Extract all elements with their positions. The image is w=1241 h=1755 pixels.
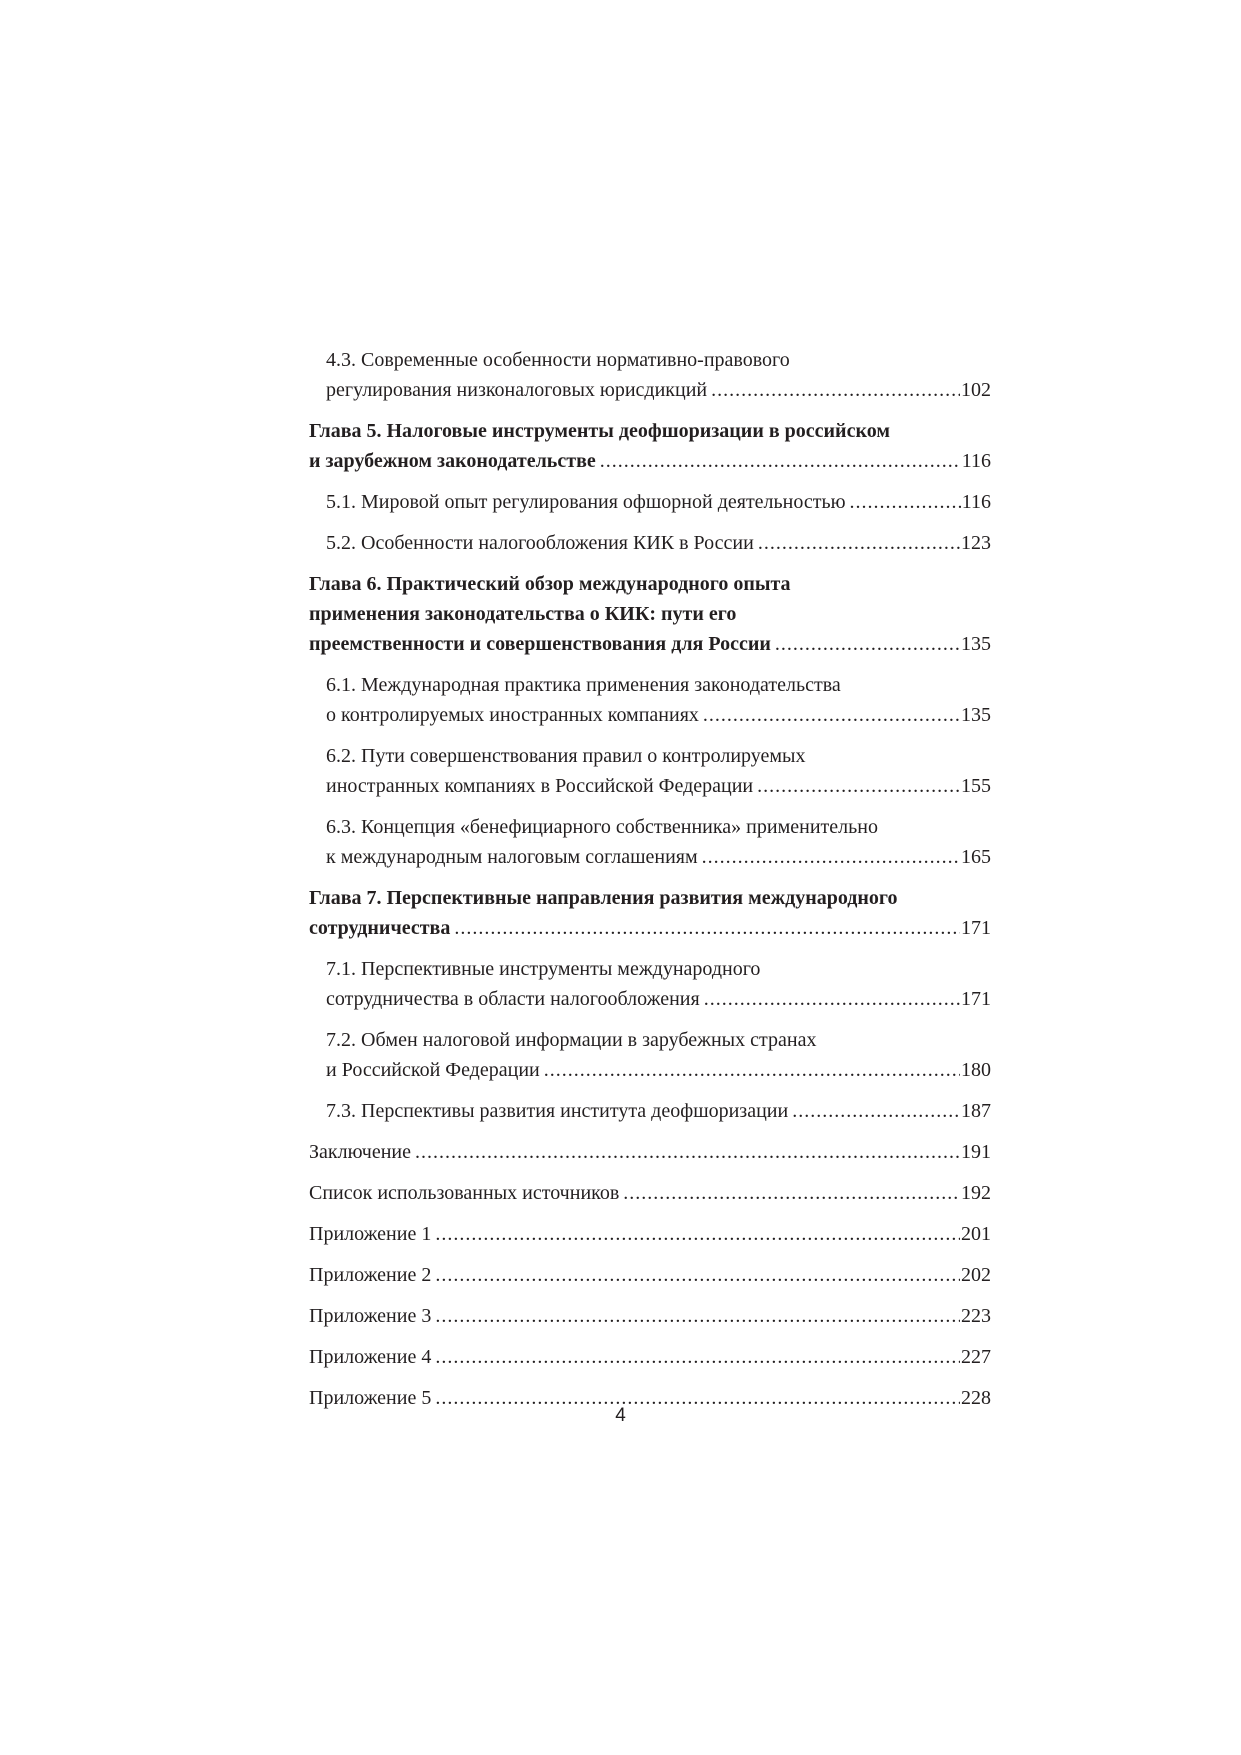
- toc-entry-last-line: [309, 1301, 991, 1331]
- toc-entry-line: Глава 6. Практический обзор международного опыта: [309, 573, 791, 595]
- toc-entry: [309, 1025, 991, 1085]
- toc-entry: [309, 528, 991, 558]
- toc-page-number: 223: [961, 1305, 991, 1327]
- toc-entry-last-line: [309, 446, 991, 476]
- toc-entry: [309, 741, 991, 801]
- toc-page-number: 116: [961, 450, 991, 472]
- toc-entry-text: к международным налоговым соглашениям: [326, 846, 698, 868]
- toc-entry: [309, 345, 991, 405]
- dot-leader: [435, 1260, 960, 1290]
- toc-page-number: 155: [961, 775, 991, 797]
- toc-page-number: 171: [961, 917, 991, 939]
- toc-entry-last-line: [309, 1342, 991, 1372]
- toc-entry-line: применения законодательства о КИК: пути его: [309, 603, 737, 625]
- dot-leader: [623, 1178, 960, 1208]
- dot-leader: [415, 1137, 960, 1167]
- toc-page-number: 165: [961, 846, 991, 868]
- toc-page-number: 180: [961, 1059, 991, 1081]
- toc-entry: [309, 1301, 991, 1331]
- dot-leader: [435, 1219, 960, 1249]
- toc-page-number: 192: [961, 1182, 991, 1204]
- dot-leader: [704, 984, 960, 1014]
- toc-entry-last-line: [326, 984, 991, 1014]
- toc-entry-text: 5.1. Мировой опыт регулирования офшорной деятельностью: [326, 491, 846, 513]
- toc-chapter: [309, 416, 991, 476]
- dot-leader: [850, 487, 961, 517]
- page-number: 4: [615, 1405, 626, 1426]
- toc-entry-last-line: [326, 1096, 991, 1126]
- toc-page-number: 135: [961, 704, 991, 726]
- toc-entry-text: Приложение 2: [309, 1264, 432, 1286]
- toc-entry-last-line: [309, 1260, 991, 1290]
- dot-leader: [600, 446, 961, 476]
- toc-entry: [309, 1342, 991, 1372]
- toc-entry-last-line: [309, 1178, 991, 1208]
- toc-entry-line: 6.2. Пути совершенствования правил о контролируемых: [326, 745, 806, 767]
- toc-page-number: 102: [961, 379, 991, 401]
- toc-entry: [309, 1219, 991, 1249]
- toc-entry-last-line: [309, 629, 991, 659]
- toc-entry-text: Приложение 5: [309, 1387, 432, 1409]
- toc-entry-text: Приложение 3: [309, 1305, 432, 1327]
- toc-entry: [309, 954, 991, 1014]
- toc-entry: [309, 1096, 991, 1126]
- toc-entry-line: 6.1. Международная практика применения законодательства: [326, 674, 841, 696]
- dot-leader: [757, 771, 960, 801]
- toc-page-number: 171: [961, 988, 991, 1010]
- toc-entry-last-line: [326, 1055, 991, 1085]
- dot-leader: [544, 1055, 960, 1085]
- toc-entry-last-line: [326, 771, 991, 801]
- dot-leader: [792, 1096, 960, 1126]
- toc-entry-text: о контролируемых иностранных компаниях: [326, 704, 699, 726]
- toc-entry-text: сотрудничества: [309, 917, 451, 939]
- toc-entry-text: иностранных компаниях в Российской Федерации: [326, 775, 754, 797]
- toc-entry-text: 7.3. Перспективы развития института деофшоризации: [326, 1100, 789, 1122]
- toc-entry-last-line: [309, 913, 991, 943]
- toc-entry: [309, 487, 991, 517]
- toc-page-number: 191: [961, 1141, 991, 1163]
- toc-page-number: 116: [961, 491, 991, 513]
- dot-leader: [454, 913, 960, 943]
- toc-entry-text: сотрудничества в области налогообложения: [326, 988, 700, 1010]
- toc-entry-text: Список использованных источников: [309, 1182, 620, 1204]
- toc-entry: [309, 1137, 991, 1167]
- dot-leader: [775, 629, 960, 659]
- toc-entry-text: Приложение 1: [309, 1223, 432, 1245]
- toc-page-number: 227: [961, 1346, 991, 1368]
- toc-entry-text: Заключение: [309, 1141, 411, 1163]
- toc-entry-text: и Российской Федерации: [326, 1059, 540, 1081]
- toc-entry-line: 6.3. Концепция «бенефициарного собственника» применительно: [326, 816, 878, 838]
- toc-page-number: 202: [961, 1264, 991, 1286]
- toc-entry-text: преемственности и совершенствования для России: [309, 633, 771, 655]
- toc-page-number: 123: [961, 532, 991, 554]
- toc-entry-last-line: [309, 1219, 991, 1249]
- toc-entry-last-line: [326, 842, 991, 872]
- dot-leader: [435, 1301, 960, 1331]
- toc-entry-text: Приложение 4: [309, 1346, 432, 1368]
- toc-entry-line: 7.2. Обмен налоговой информации в зарубежных странах: [326, 1029, 817, 1051]
- dot-leader: [435, 1342, 960, 1372]
- toc-page-number: 201: [961, 1223, 991, 1245]
- toc-chapter: [309, 569, 991, 659]
- toc-page-number: 187: [961, 1100, 991, 1122]
- toc-entry-line: Глава 7. Перспективные направления развития международного: [309, 887, 898, 909]
- dot-leader: [702, 842, 960, 872]
- toc-entry-line: 4.3. Современные особенности нормативно-правового: [326, 349, 790, 371]
- dot-leader: [703, 700, 960, 730]
- toc-entry-last-line: [326, 528, 991, 558]
- toc-page-number: 228: [961, 1387, 991, 1409]
- toc-entry: [309, 812, 991, 872]
- table-of-contents: [309, 345, 991, 1424]
- toc-entry-last-line: [309, 1137, 991, 1167]
- dot-leader: [711, 375, 960, 405]
- toc-entry: [309, 1178, 991, 1208]
- toc-chapter: [309, 883, 991, 943]
- toc-entry-last-line: [326, 375, 991, 405]
- toc-entry-text: 5.2. Особенности налогообложения КИК в России: [326, 532, 754, 554]
- toc-entry-line: 7.1. Перспективные инструменты международного: [326, 958, 761, 980]
- toc-entry: [309, 1260, 991, 1290]
- toc-page-number: 135: [961, 633, 991, 655]
- toc-entry-text: и зарубежном законодательстве: [309, 450, 596, 472]
- toc-entry: [309, 670, 991, 730]
- toc-entry-line: Глава 5. Налоговые инструменты деофшоризации в российском: [309, 420, 890, 442]
- toc-entry-last-line: [326, 700, 991, 730]
- toc-entry-last-line: [326, 487, 991, 517]
- dot-leader: [758, 528, 960, 558]
- toc-entry-text: регулирования низконалоговых юрисдикций: [326, 379, 708, 401]
